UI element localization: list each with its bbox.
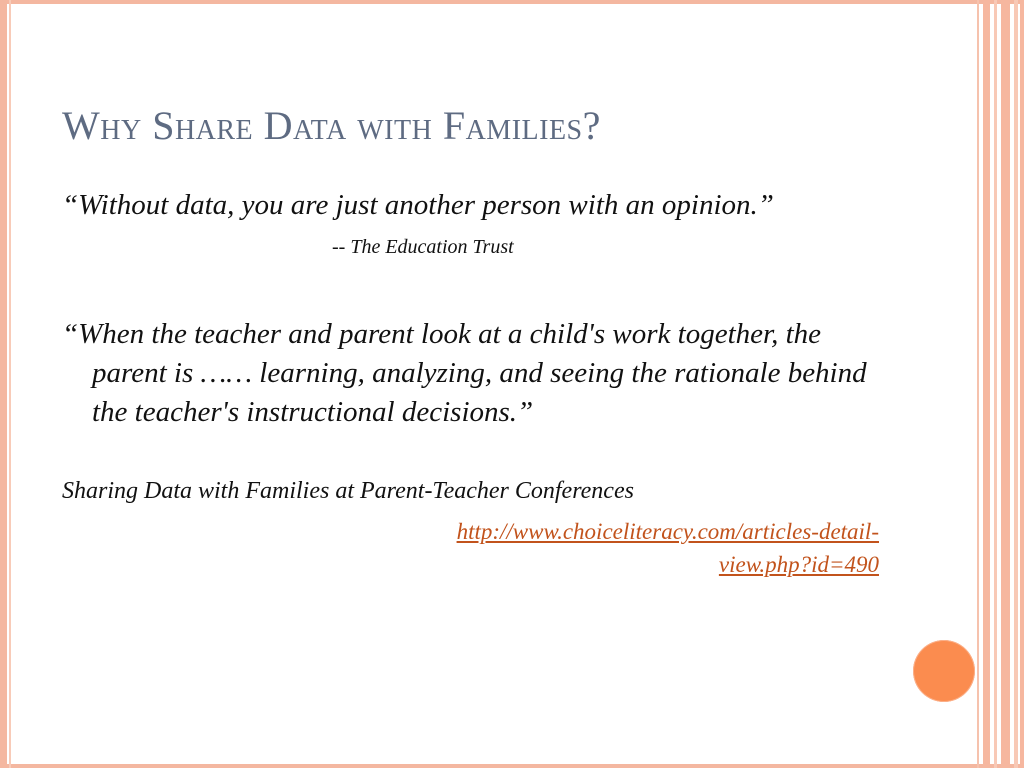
border-top (0, 0, 1024, 4)
border-left (0, 0, 7, 768)
source-link[interactable] (62, 515, 879, 581)
quote-paragraph-2: “When the teacher and parent look at a child's work together, the parent is …… learning, analyzing, and seeing the rationale behind the teacher's instructional decisions.” (62, 318, 867, 428)
source-link-line-2: view.php?id=490 (718, 552, 879, 577)
border-left-line (9, 0, 11, 768)
quote-1-attribution: -- The Education Trust (332, 236, 514, 258)
decorative-stripe (983, 0, 990, 768)
decorative-stripe (1020, 0, 1024, 768)
decorative-stripe (994, 0, 997, 768)
decorative-circle (913, 640, 975, 702)
slide-title: Why Share Data with Families? (62, 103, 601, 148)
source-title: Sharing Data with Families at Parent-Teacher Conferences (62, 478, 634, 504)
slide-body (62, 186, 882, 581)
border-bottom (0, 764, 1024, 768)
quote-1-text: “Without data, you are just another person with an opinion.” (62, 189, 774, 221)
decorative-stripe (977, 0, 979, 768)
decorative-stripe (1001, 0, 1010, 768)
source-link-line-1: http://www.choiceliteracy.com/articles-detail- (456, 519, 879, 544)
decorative-stripe (1014, 0, 1018, 768)
quote-paragraph-1 (62, 186, 882, 267)
